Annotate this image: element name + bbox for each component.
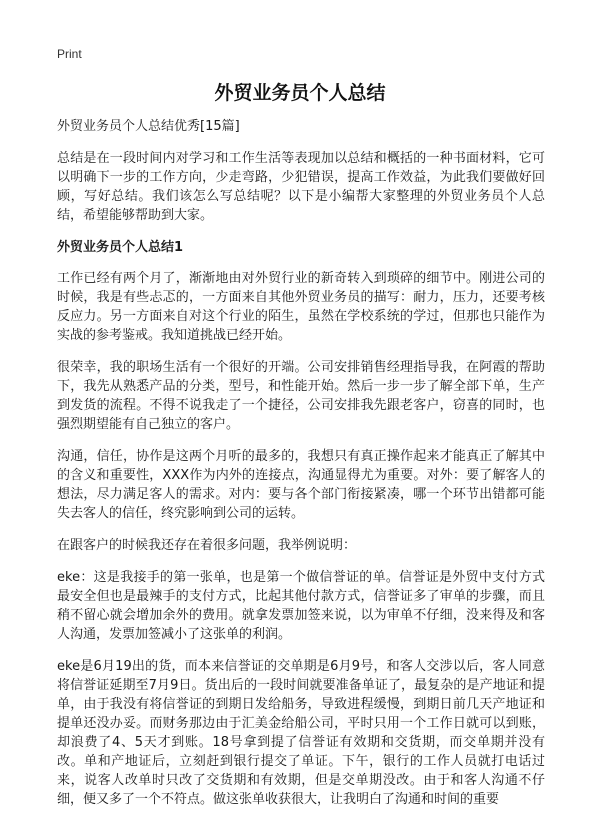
body-paragraph: 工作已经有两个月了，渐渐地由对外贸行业的新奇转入到琐碎的细节中。刚进公司的时候，我是有些忐忑的，一方面来自其他外贸业务员的描写：耐力，压力，还要考核反应力。另一方面来自对这个行业的陌生，虽然在学校系统的学过，但那也只能作为实战的参考鉴戒。我知道挑战已经开始。 [57, 271, 545, 343]
section-heading: 外贸业务员个人总结1 [57, 240, 184, 255]
body-paragraph: 在跟客户的时候我还存在着很多问题，我举例说明： [57, 538, 357, 553]
body-paragraph: eke是6月19出的货，而本来信誉证的交单期是6月9号，和客人交涉以后，客人同意将信誉证延期至7月9日。货出后的一段时间就要准备单证了，最复杂的是产地证和提单，由于我没有将信誉证的到期日发给船务，导致进程缓慢，到期日前几天产地证和提单还没办妥。而财务那边由于汇美金给船公司，平时只用一个工作日就可以到账，却浪费了4、5天才到账。18号拿到提了信誉证有效期和交货期，而交单期并没有改。单和产地证后，立刻赶到银行提交了单证。下午，银行的工作人员就打电话过来，说客人改单时只改了交货期和有效期，但是交单期没改。由于和客人沟通不仔细，便又多了一个不符点。做这张单收获很大，让我明白了沟通和时间的重要 [57, 659, 545, 807]
body-paragraph: 很荣幸，我的职场生活有一个很好的开端。公司安排销售经理指导我，在阿霞的帮助下，我先从熟悉产品的分类，型号，和性能开始。然后一步一步了解全部下单，生产到发货的流程。不得不说我走了一个捷径，公司安排我先跟老客户，窃喜的同时，也强烈期望能有自己独立的客户。 [57, 360, 545, 432]
body-paragraph: 沟通，信任，协作是这两个月听的最多的，我想只有真正操作起来才能真正了解其中的含义和重要性，XXX作为内外的连接点，沟通显得尤为重要。对外：要了解客人的想法，尽力满足客人的需求。对内：要与各个部门衔接紧凑，哪一个环节出错都可能失去客人的信任，终究影响到公司的运转。 [57, 449, 545, 521]
intro-paragraph: 总结是在一段时间内对学习和工作生活等表现加以总结和概括的一种书面材料，它可以明确下一步的工作方向，少走弯路，少犯错误，提高工作效益，为此我们要做好回顾，写好总结。我们该怎么写总结呢？以下是小编帮大家整理的外贸业务员个人总结，希望能够帮助到大家。 [57, 151, 545, 223]
document-body [57, 117, 545, 822]
document-subtitle: 外贸业务员个人总结优秀[15篇] [57, 119, 240, 134]
body-paragraph: eke：这是我接手的第一张单，也是第一个做信誉证的单。信誉证是外贸中支付方式最安全但也是最辣手的支付方式，比起其他付款方式，信誉证多了审单的步骤，而且稍不留心就会增加余外的费用。就拿发票加签来说，以为审单不仔细，没来得及和客人沟通，发票加签减小了这张单的利润。 [57, 570, 545, 642]
document-title: 外贸业务员个人总结 [214, 82, 386, 104]
print-label[interactable]: Print [57, 47, 82, 61]
